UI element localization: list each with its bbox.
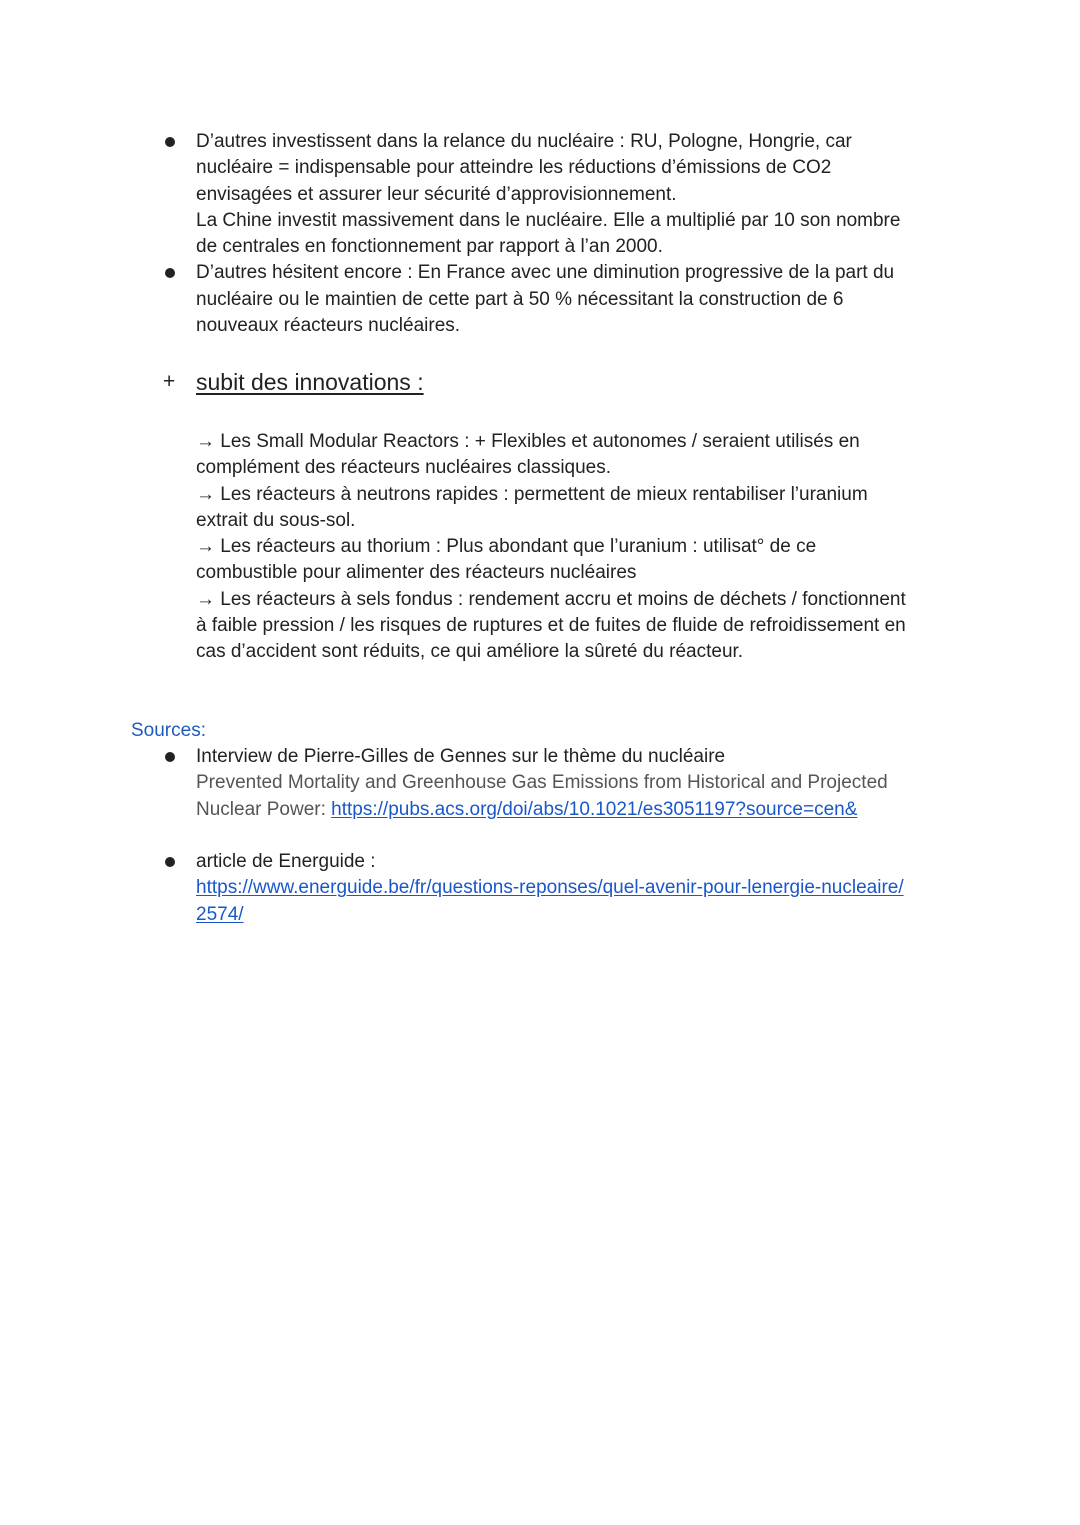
- innovation-line-sels-fondus: → Les réacteurs à sels fondus : rendement accru et moins de déchets / fonctionnent: [196, 588, 906, 610]
- text-line: D’autres investissent dans la relance du nucléaire : RU, Pologne, Hongrie, car: [196, 131, 852, 152]
- source-item-interview: [196, 744, 956, 823]
- text-line: nucléaire ou le maintien de cette part à 50 % nécessitant la construction de 6: [196, 288, 844, 310]
- innovation-line: combustible pour alimenter des réacteurs nucléaires: [196, 562, 637, 584]
- source-item-energuide: [196, 849, 956, 928]
- sources-list: [196, 744, 956, 823]
- source-subtitle: Prevented Mortality and Greenhouse Gas Emissions from Historical and Projected: [196, 772, 888, 794]
- innovation-line-smr: → Les Small Modular Reactors : + Flexibles et autonomes / seraient utilisés en: [196, 431, 860, 452]
- list-item-hesitation: [196, 260, 956, 339]
- text-line: La Chine investit massivement dans le nucléaire. Elle a multiplié par 10 son nombre: [196, 209, 901, 231]
- innovations-list: [196, 429, 956, 666]
- innovations-heading: subit des innovations :: [196, 369, 424, 395]
- innovation-line-neutrons: → Les réacteurs à neutrons rapides : permettent de mieux rentabiliser l’uranium: [196, 483, 868, 505]
- list-item-relance: [196, 129, 956, 260]
- text-line: de centrales en fonctionnement par rapport à l’an 2000.: [196, 236, 663, 258]
- innovation-line: extrait du sous-sol.: [196, 509, 356, 531]
- sources-label: Sources:: [131, 720, 206, 741]
- source-link-energuide-cont[interactable]: 2574/: [196, 903, 244, 925]
- bullet-icon: [165, 752, 175, 762]
- nuclear-policy-list: [196, 129, 956, 339]
- sources-list-2: [196, 849, 956, 928]
- source-link-acs[interactable]: https://pubs.acs.org/doi/abs/10.1021/es3051197?source=cen&: [331, 798, 858, 820]
- plus-marker: +: [163, 370, 176, 393]
- innovation-line-thorium: → Les réacteurs au thorium : Plus abondant que l’uranium : utilisat° de ce: [196, 536, 817, 558]
- source-subtitle-line2: [196, 797, 956, 823]
- innovation-line: à faible pression / les risques de ruptures et de fuites de fluide de refroidissement en: [196, 615, 906, 637]
- bullet-icon: [165, 268, 175, 278]
- text-line: D’autres hésitent encore : En France avec une diminution progressive de la part du: [196, 262, 895, 284]
- innovation-line: complément des réacteurs nucléaires classiques.: [196, 457, 612, 479]
- text-line: envisagées et assurer leur sécurité d’approvisionnement.: [196, 183, 677, 205]
- source-subtitle-prefix: Nuclear Power:: [196, 798, 332, 820]
- source-link-energuide[interactable]: https://www.energuide.be/fr/questions-reponses/quel-avenir-pour-lenergie-nucleaire/: [196, 877, 904, 899]
- innovation-line: cas d’accident sont réduits, ce qui améliore la sûreté du réacteur.: [196, 641, 744, 663]
- text-line: nucléaire = indispensable pour atteindre les réductions d’émissions de CO2: [196, 157, 832, 179]
- source-title: Interview de Pierre-Gilles de Gennes sur le thème du nucléaire: [196, 746, 726, 767]
- source-title: article de Energuide :: [196, 851, 376, 872]
- bullet-icon: [165, 857, 175, 867]
- bullet-icon: [165, 137, 175, 147]
- text-line: nouveaux réacteurs nucléaires.: [196, 315, 461, 337]
